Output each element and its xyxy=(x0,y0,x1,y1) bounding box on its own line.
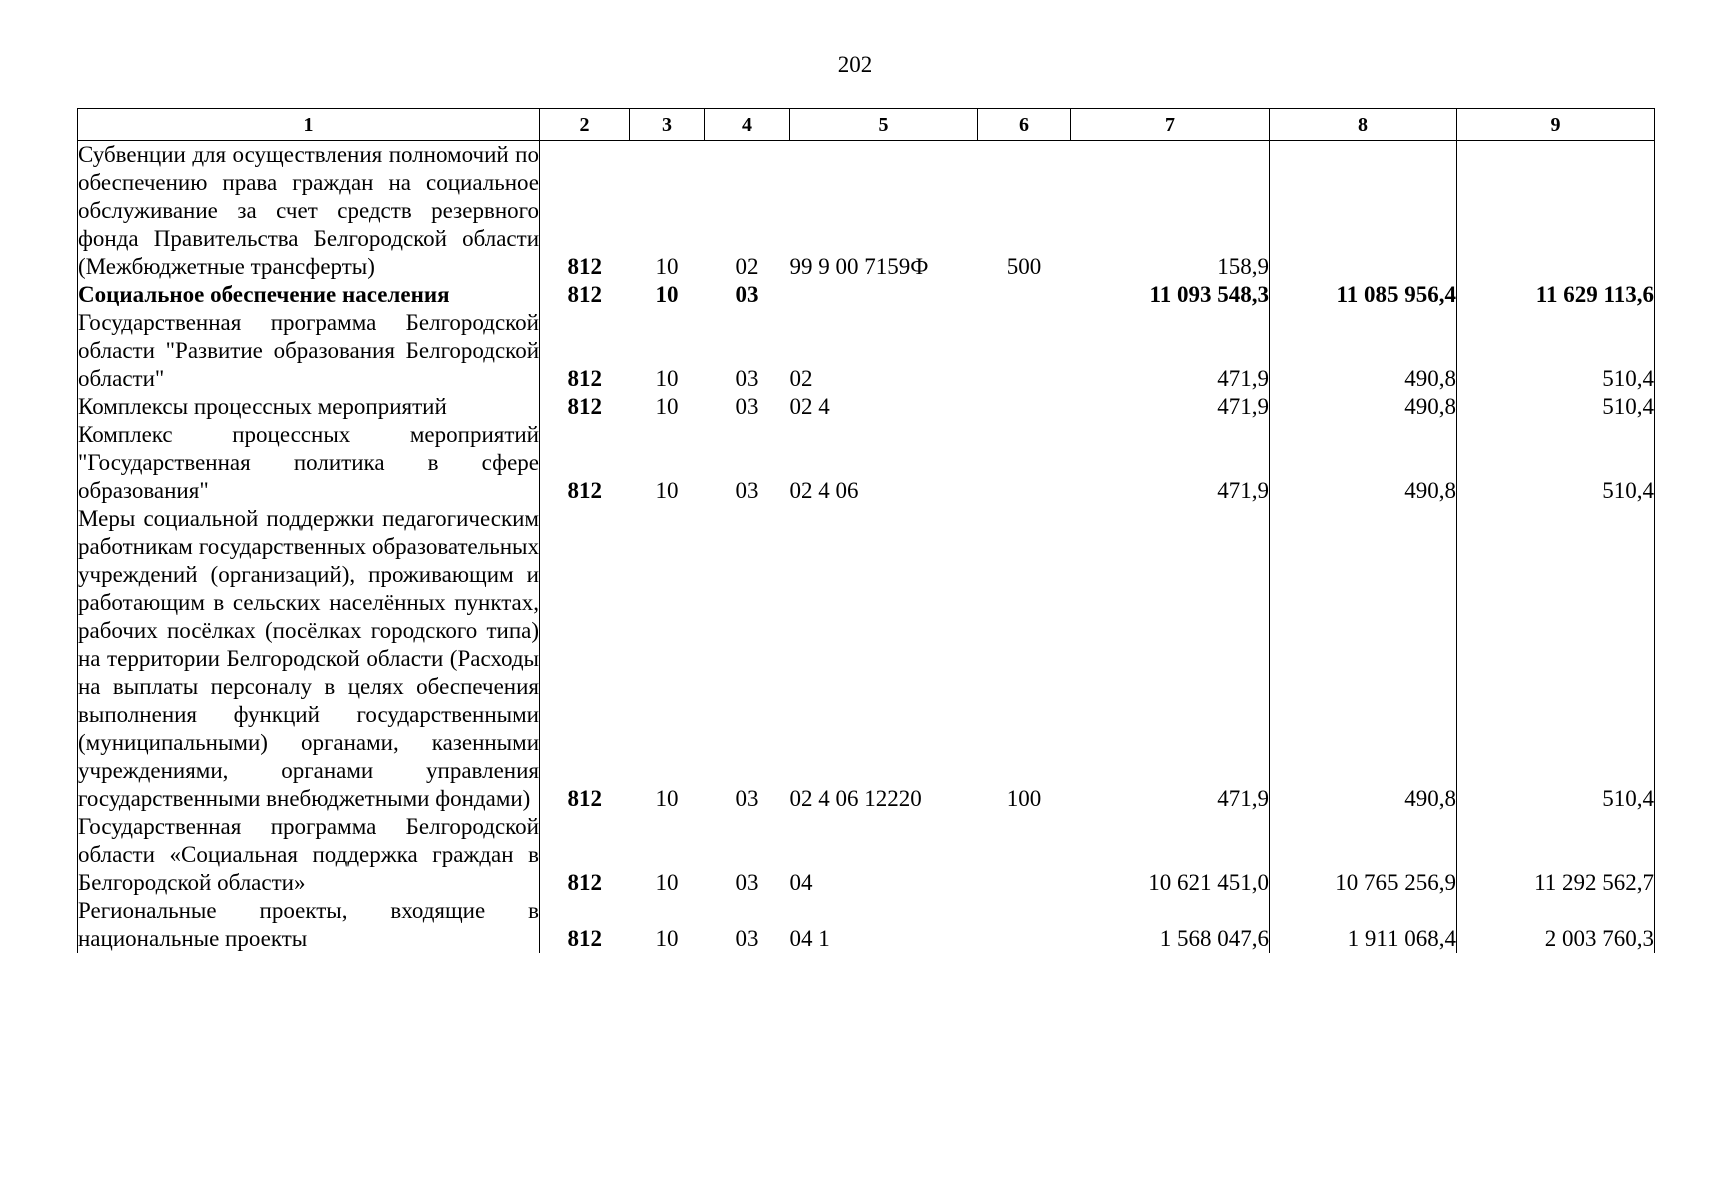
row-name: Региональные проекты, входящие в национальные проекты xyxy=(78,898,539,951)
cell-section: 10 xyxy=(655,282,679,307)
column-header: 5 xyxy=(790,109,978,141)
cell-target-article: 02 4 06 12220 xyxy=(789,786,922,811)
cell-amount-col7: 471,9 xyxy=(1071,393,1270,421)
cell-section: 10 xyxy=(655,478,679,503)
cell-target-article: 02 4 xyxy=(789,394,830,419)
cell-amount-col9: 510,4 xyxy=(1457,309,1655,393)
cell-subsection: 03 xyxy=(735,478,759,503)
cell-ministry-code: 812 xyxy=(567,478,602,503)
table-row xyxy=(78,897,1655,953)
cell-ministry-code: 812 xyxy=(567,870,602,895)
cell-amount-col8: 490,8 xyxy=(1270,505,1457,813)
cell-subsection: 03 xyxy=(735,786,759,811)
cell-target-article: 02 4 06 xyxy=(789,478,859,503)
cell-amount-col9: 11 292 562,7 xyxy=(1457,813,1655,897)
cell-subsection: 02 xyxy=(735,254,759,279)
cell-amount-col7: 471,9 xyxy=(1071,505,1270,813)
cell-amount-col7: 471,9 xyxy=(1071,421,1270,505)
row-name: Государственная программа Белгородской области "Развитие образования Белгородской области" xyxy=(78,310,539,391)
cell-amount-col9: 510,4 xyxy=(1457,393,1655,421)
cell-subsection: 03 xyxy=(735,870,759,895)
table-row xyxy=(78,141,1655,282)
cell-amount-col8: 11 085 956,4 xyxy=(1270,281,1457,309)
column-header: 7 xyxy=(1071,109,1270,141)
cell-target-article: 04 1 xyxy=(789,926,830,951)
cell-amount-col8: 490,8 xyxy=(1270,309,1457,393)
cell-expense-type xyxy=(978,813,1071,897)
row-name: Меры социальной поддержки педагогическим работникам государственных образовательных учреждений (организаций), проживающим и работающим в сельских населённых пунктах, рабочих посёлках (посёлках городского типа) на территории Белгородской области (Расходы на выплаты персоналу в целях обеспечения выполнения функций государственными (муниципальными) органами, казенными учреждениями, органами управления государственными внебюджетными фондами) xyxy=(78,506,539,811)
column-header: 2 xyxy=(540,109,630,141)
cell-ministry-code: 812 xyxy=(567,926,602,951)
cell-ministry-code: 812 xyxy=(567,282,602,307)
table-row xyxy=(78,813,1655,897)
cell-section: 10 xyxy=(655,926,679,951)
cell-expense-type xyxy=(978,421,1071,505)
cell-subsection: 03 xyxy=(735,366,759,391)
cell-amount-col7: 11 093 548,3 xyxy=(1071,281,1270,309)
cell-amount-col9: 11 629 113,6 xyxy=(1457,281,1655,309)
cell-expense-type xyxy=(978,897,1071,953)
table-row xyxy=(78,281,1655,309)
cell-amount-col7: 158,9 xyxy=(1071,141,1270,282)
row-name: Субвенции для осуществления полномочий по обеспечению права граждан на социальное обслуживание за счет средств резервного фонда Правительства Белгородской области (Межбюджетные трансферты) xyxy=(78,142,539,279)
column-header: 8 xyxy=(1270,109,1457,141)
cell-section: 10 xyxy=(655,254,679,279)
table-body xyxy=(78,141,1655,954)
cell-ministry-code: 812 xyxy=(567,786,602,811)
cell-target-article: 99 9 00 7159Ф xyxy=(789,254,929,279)
cell-amount-col9: 510,4 xyxy=(1457,505,1655,813)
cell-amount-col7: 10 621 451,0 xyxy=(1071,813,1270,897)
cell-section: 10 xyxy=(655,366,679,391)
column-header: 3 xyxy=(630,109,705,141)
cell-amount-col8: 10 765 256,9 xyxy=(1270,813,1457,897)
cell-section: 10 xyxy=(655,870,679,895)
column-header: 1 xyxy=(78,109,540,141)
row-name: Комплексы процессных мероприятий xyxy=(78,393,540,421)
table-row xyxy=(78,505,1655,813)
column-header: 6 xyxy=(978,109,1071,141)
budget-table xyxy=(77,108,1655,953)
cell-expense-type xyxy=(978,393,1071,421)
cell-target-article: 02 xyxy=(789,366,813,391)
row-name: Комплекс процессных мероприятий "Государственная политика в сфере образования" xyxy=(78,422,539,503)
cell-amount-col8 xyxy=(1270,141,1457,282)
cell-subsection: 03 xyxy=(735,394,759,419)
table-row xyxy=(78,421,1655,505)
cell-expense-type: 500 xyxy=(1006,254,1042,279)
cell-amount-col9 xyxy=(1457,141,1655,282)
cell-amount-col7: 1 568 047,6 xyxy=(1071,897,1270,953)
cell-amount-col8: 1 911 068,4 xyxy=(1270,897,1457,953)
cell-amount-col8: 490,8 xyxy=(1270,393,1457,421)
column-header: 4 xyxy=(705,109,790,141)
cell-target-article xyxy=(790,281,978,309)
cell-ministry-code: 812 xyxy=(567,394,602,419)
cell-expense-type xyxy=(978,309,1071,393)
page-number: 202 xyxy=(837,52,873,77)
cell-subsection: 03 xyxy=(735,926,759,951)
table-row xyxy=(78,393,1655,421)
cell-subsection: 03 xyxy=(735,282,759,307)
table-row xyxy=(78,309,1655,393)
cell-amount-col9: 510,4 xyxy=(1457,421,1655,505)
row-name: Социальное обеспечение населения xyxy=(78,281,540,309)
cell-ministry-code: 812 xyxy=(567,254,602,279)
cell-section: 10 xyxy=(655,394,679,419)
table-header-row xyxy=(78,109,1655,141)
column-header: 9 xyxy=(1457,109,1655,141)
row-name: Государственная программа Белгородской области «Социальная поддержка граждан в Белгородской области» xyxy=(78,814,539,895)
cell-expense-type: 100 xyxy=(1006,786,1042,811)
cell-section: 10 xyxy=(655,786,679,811)
cell-amount-col8: 490,8 xyxy=(1270,421,1457,505)
cell-expense-type xyxy=(978,281,1071,309)
cell-amount-col9: 2 003 760,3 xyxy=(1457,897,1655,953)
cell-ministry-code: 812 xyxy=(567,366,602,391)
cell-target-article: 04 xyxy=(789,870,813,895)
cell-amount-col7: 471,9 xyxy=(1071,309,1270,393)
